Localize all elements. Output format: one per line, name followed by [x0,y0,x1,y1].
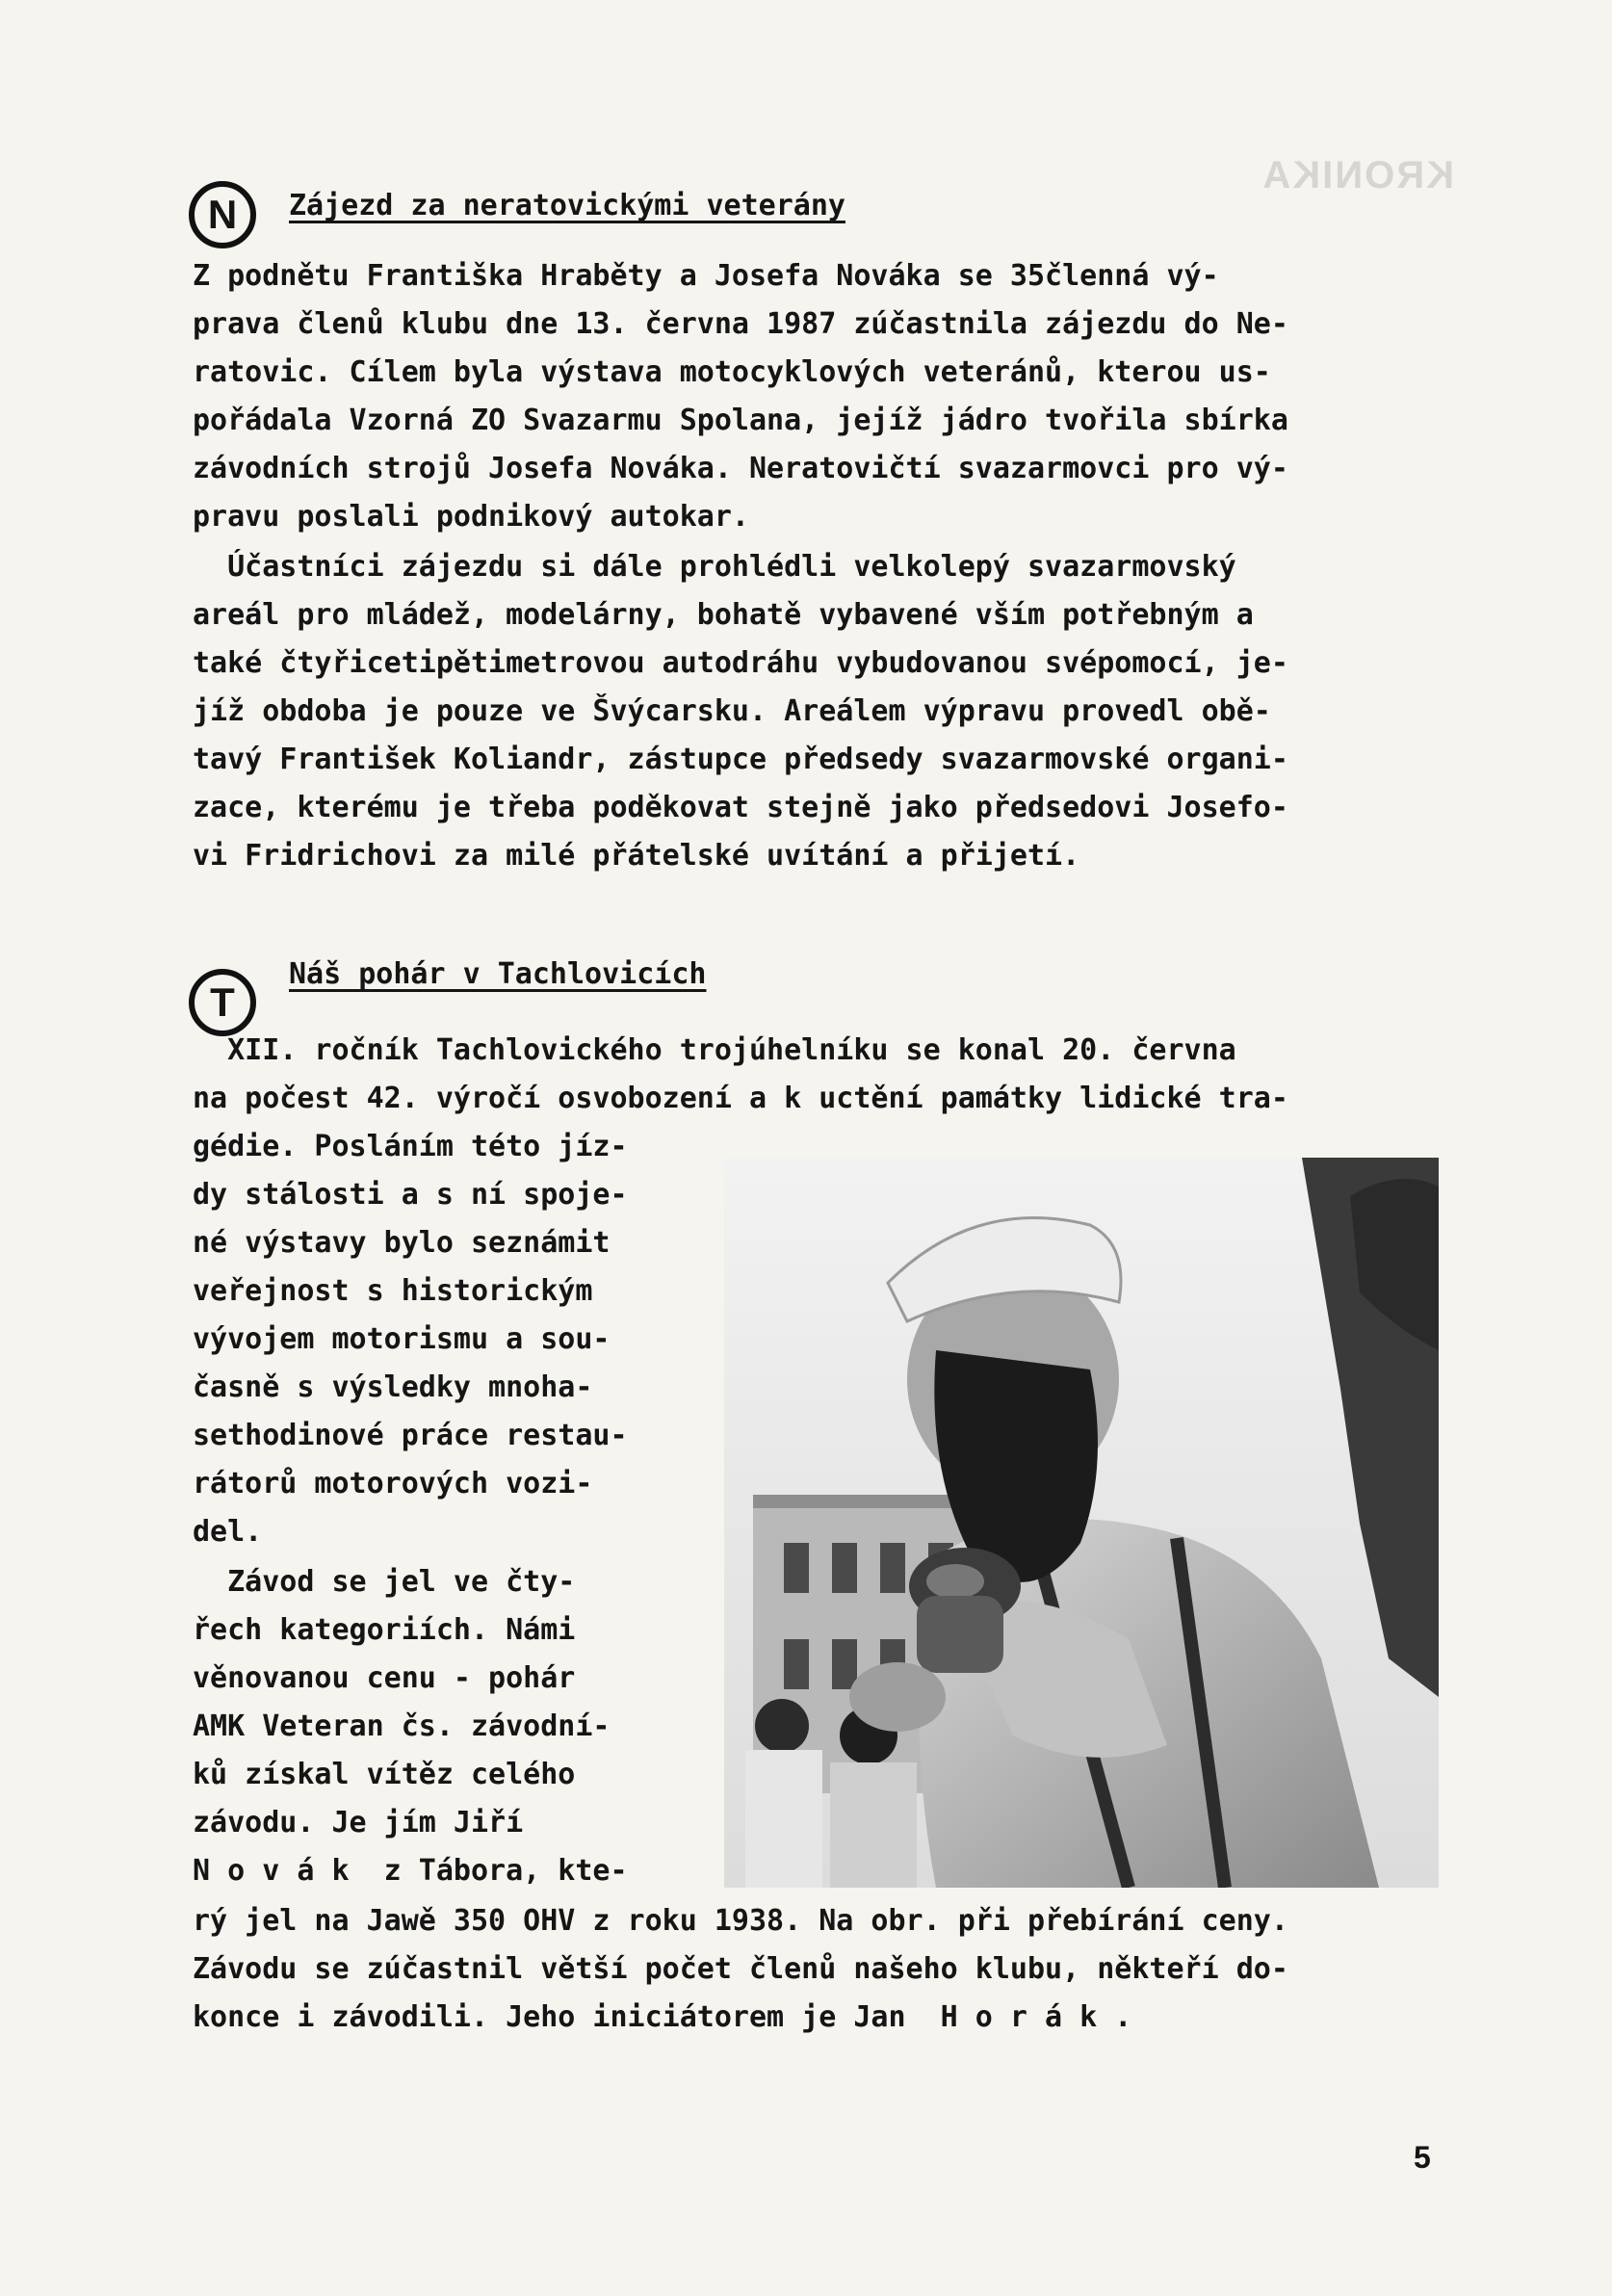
section-t-letter: T [210,979,235,1025]
text-line: Závodu se zúčastnil větší počet členů našeho klubu, někteří do- [193,1952,1288,1986]
text-line: časně s výsledky mnoha- [193,1370,593,1404]
text-line: rý jel na Jawě 350 OHV z roku 1938. Na obr. při přebírání ceny. [193,1904,1288,1938]
text-line: prava členů klubu dne 13. června 1987 zúčastnila zájezdu do Ne- [193,307,1288,341]
photo-trophy-winner [724,1158,1439,1888]
text-line: Z podnětu Františka Hraběty a Josefa Nováka se 35členná vý- [193,259,1219,293]
text-line: závodních strojů Josefa Nováka. Neratovičtí svazarmovci pro vý- [193,452,1288,485]
text-line: pravu poslali podnikový autokar. [193,500,749,534]
text-line: veřejnost s historickým [193,1274,593,1308]
text-line: zace, kterému je třeba poděkovat stejně jako předsedovi Josefo- [193,791,1288,824]
text-line: sethodinové práce restau- [193,1419,628,1452]
page-number: 5 [1414,2140,1431,2175]
section-1-heading: Zájezd za neratovickými veterány [289,189,845,222]
text-line: vývojem motorismu a sou- [193,1322,611,1356]
text-line: ků získal vítěz celého [193,1758,576,1791]
text-line: Účastníci zájezdu si dále prohlédli velkolepý svazarmovský [193,550,1236,584]
section-n-icon [189,181,256,248]
text-line: vi Fridrichovi za milé přátelské uvítání a přijetí. [193,839,1080,873]
text-line: areál pro mládež, modelárny, bohatě vybavené vším potřebným a [193,598,1254,632]
text-line: ratovic. Cílem byla výstava motocyklových veteránů, kterou us- [193,355,1271,389]
text-line: rátorů motorových vozi- [193,1467,593,1500]
text-line: konce i závodili. Jeho iniciátorem je Jan H o r á k . [193,2000,1132,2034]
section-2-heading: Náš pohár v Tachlovicích [289,957,707,991]
text-line: AMK Veteran čs. závodní- [193,1709,611,1743]
text-line: věnovanou cenu - pohár [193,1661,576,1695]
bleed-through-text: KRONIKA [1261,154,1454,196]
text-line: Závod se jel ve čty- [193,1565,576,1599]
text-line: gédie. Posláním této jíz- [193,1130,628,1163]
text-line: del. [193,1515,263,1549]
text-line: dy stálosti a s ní spoje- [193,1178,628,1212]
text-line: pořádala Vzorná ZO Svazarmu Spolana, jejíž jádro tvořila sbírka [193,404,1288,437]
text-line: N o v á k z Tábora, kte- [193,1854,628,1888]
section-n-letter: N [207,192,238,237]
text-line: na počest 42. výročí osvobození a k uctění památky lidické tra- [193,1082,1288,1115]
text-line: řech kategoriích. Námi [193,1613,576,1647]
text-line: také čtyřicetipětimetrovou autodráhu vybudovanou svépomocí, je- [193,646,1288,680]
text-line: XII. ročník Tachlovického trojúhelníku se konal 20. června [193,1033,1236,1067]
text-line: jíž obdoba je pouze ve Švýcarsku. Areálem výpravu provedl obě- [193,694,1271,728]
text-line: závodu. Je jím Jiří [193,1806,524,1839]
text-line: tavý František Koliandr, zástupce předsedy svazarmovské organi- [193,743,1288,776]
text-line: né výstavy bylo seznámit [193,1226,611,1260]
